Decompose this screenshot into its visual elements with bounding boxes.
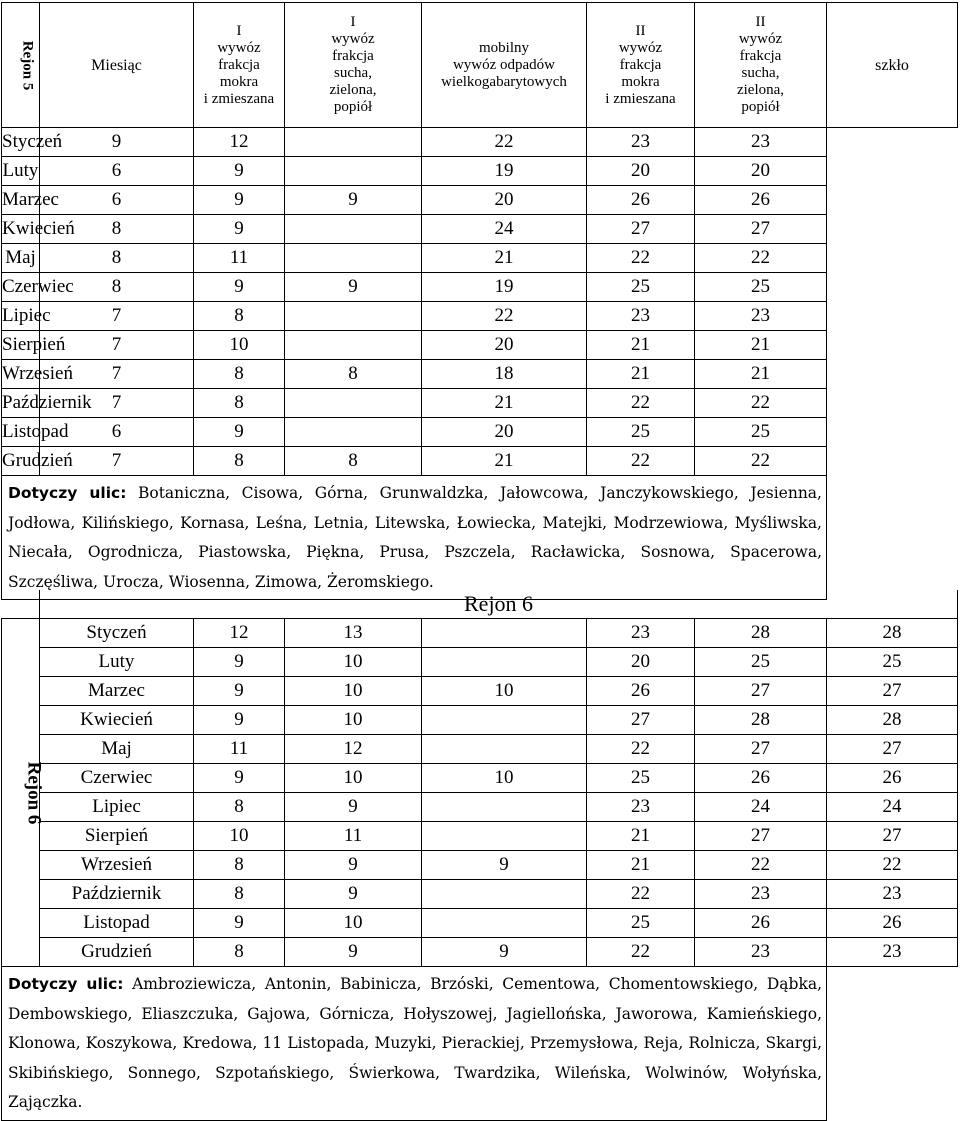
col2-value: 8 (194, 389, 285, 418)
col6-value: 26 (695, 186, 827, 215)
table-row (2, 851, 958, 880)
month: Luty (2, 157, 40, 186)
table-row (2, 909, 958, 938)
col5-value: 23 (695, 938, 827, 967)
col6-value: 23 (695, 302, 827, 331)
col5-value: 27 (587, 215, 695, 244)
col5-value: 26 (695, 764, 827, 793)
month: Sierpień (2, 331, 40, 360)
col6-value: 27 (827, 735, 958, 764)
col1-value: 8 (194, 793, 285, 822)
col1-value: 9 (194, 677, 285, 706)
col1-value: 9 (194, 648, 285, 677)
col2-value: 9 (285, 938, 422, 967)
table-row (2, 273, 958, 302)
header-col5: II wywóz frakcja sucha, zielona, popiół (695, 3, 827, 128)
rejon5-rows (2, 128, 958, 476)
col6-value: 27 (827, 677, 958, 706)
col5-value: 24 (695, 793, 827, 822)
col4-value: 21 (587, 822, 695, 851)
header-row (2, 3, 958, 128)
header-col3: mobilny wywóz odpadów wielkogabarytowych (422, 3, 587, 128)
col4-value: 20 (422, 186, 587, 215)
col3-value: 9 (422, 851, 587, 880)
col5-value: 23 (587, 302, 695, 331)
col4-value: 24 (422, 215, 587, 244)
col4-value: 19 (422, 273, 587, 302)
col5-value: 20 (587, 157, 695, 186)
col4-value: 22 (587, 735, 695, 764)
col5-value: 25 (695, 648, 827, 677)
col3-value (285, 389, 422, 418)
col1-value: 8 (40, 215, 194, 244)
col2-value: 9 (194, 418, 285, 447)
rejon5-streets-row (2, 476, 958, 600)
col5-value: 22 (587, 389, 695, 418)
rejon5-streets (2, 476, 827, 600)
col6-value: 22 (695, 244, 827, 273)
month: Lipiec (40, 793, 194, 822)
col2-value: 10 (285, 764, 422, 793)
month: Marzec (2, 186, 40, 215)
col6-value: 22 (695, 447, 827, 476)
col4-value: 18 (422, 360, 587, 389)
header-month: Miesiąc (40, 3, 194, 128)
col3-value (422, 793, 587, 822)
rejon6-heading: Rejon 6 (40, 590, 958, 619)
col4-value: 25 (587, 764, 695, 793)
col4-value: 21 (422, 389, 587, 418)
col2-value: 9 (194, 186, 285, 215)
col5-value: 27 (695, 677, 827, 706)
col5-value: 26 (587, 186, 695, 215)
col4-value: 20 (587, 648, 695, 677)
month: Styczeń (40, 619, 194, 648)
col4-value: 26 (587, 677, 695, 706)
month: Czerwiec (40, 764, 194, 793)
header-col6: szkło (827, 3, 958, 128)
col3-value (285, 215, 422, 244)
month: Maj (40, 735, 194, 764)
table-row (2, 302, 958, 331)
table-row (2, 677, 958, 706)
col1-value: 12 (194, 619, 285, 648)
col2-value: 9 (194, 215, 285, 244)
col1-value: 9 (194, 764, 285, 793)
col4-value: 19 (422, 157, 587, 186)
col3-value: 9 (285, 186, 422, 215)
col6-value: 24 (827, 793, 958, 822)
col3-value (422, 735, 587, 764)
col4-value: 21 (422, 244, 587, 273)
col4-value: 22 (422, 302, 587, 331)
col1-value: 7 (40, 389, 194, 418)
col5-value: 22 (587, 244, 695, 273)
month: Grudzień (40, 938, 194, 967)
month: Maj (2, 244, 40, 273)
col6-value: 21 (695, 331, 827, 360)
col4-value: 22 (587, 880, 695, 909)
col3-value (422, 706, 587, 735)
col3-value (285, 128, 422, 157)
rejon6-side-label: Rejon 6 (2, 619, 40, 967)
col2-value: 10 (285, 706, 422, 735)
rejon5-schedule-table (1, 2, 958, 600)
col3-value (422, 880, 587, 909)
table-row (2, 128, 958, 157)
col4-value: 22 (422, 128, 587, 157)
col5-value: 25 (587, 273, 695, 302)
col5-value: 23 (587, 128, 695, 157)
month: Październik (40, 880, 194, 909)
col2-value: 10 (285, 648, 422, 677)
month: Styczeń (2, 128, 40, 157)
col6-value: 23 (695, 128, 827, 157)
col2-value: 12 (194, 128, 285, 157)
month: Listopad (2, 418, 40, 447)
month: Kwiecień (40, 706, 194, 735)
table-row (2, 648, 958, 677)
table-row (2, 331, 958, 360)
col3-value (285, 331, 422, 360)
col1-value: 9 (194, 706, 285, 735)
col4-value: 23 (587, 619, 695, 648)
header-col1: I wywóz frakcja mokra i zmieszana (194, 3, 285, 128)
col3-value: 10 (422, 764, 587, 793)
table-row (2, 186, 958, 215)
col5-value: 21 (587, 360, 695, 389)
col6-value: 25 (695, 418, 827, 447)
header-col2: I wywóz frakcja sucha, zielona, popiół (285, 3, 422, 128)
col4-value: 20 (422, 418, 587, 447)
col6-value: 27 (827, 822, 958, 851)
col3-value (422, 619, 587, 648)
col1-value: 6 (40, 157, 194, 186)
rejon6-streets-row (2, 967, 958, 1121)
col3-value (285, 302, 422, 331)
col2-value: 9 (285, 851, 422, 880)
table-row (2, 822, 958, 851)
col1-value: 8 (40, 273, 194, 302)
col1-value: 6 (40, 418, 194, 447)
streets-list: Botaniczna, Cisowa, Górna, Grunwaldzka, Jałowcowa, Janczykowskiego, Jesienna, Jodłowa, Kilińskiego, Kornasa, Leśna, Letnia, Litewska, Łowiecka, Matejki, Modrzewiowa, Myśliwska, Niecała, Ogrodnicza, Piastowska, Piękna, Prusa, Pszczela, Racławicka, Sosnowa, Spacerowa, Szczęśliwa, Urocza, Wiosenna, Zimowa, Żeromskiego. (8, 484, 822, 591)
col1-value: 6 (40, 186, 194, 215)
col2-value: 13 (285, 619, 422, 648)
rejon5-side-label: Rejon 5 (2, 3, 40, 128)
col3-value: 9 (285, 273, 422, 302)
col1-value: 9 (40, 128, 194, 157)
table-row (2, 619, 958, 648)
month: Marzec (40, 677, 194, 706)
table-row (2, 706, 958, 735)
col4-value: 27 (587, 706, 695, 735)
col4-value: 25 (587, 909, 695, 938)
col1-value: 8 (194, 851, 285, 880)
col5-value: 27 (695, 822, 827, 851)
col5-value: 22 (695, 851, 827, 880)
col6-value: 26 (827, 909, 958, 938)
col5-value: 25 (587, 418, 695, 447)
rejon6-heading-row (2, 590, 958, 619)
table-row (2, 880, 958, 909)
col6-value: 25 (827, 648, 958, 677)
col1-value: 8 (40, 244, 194, 273)
col4-value: 21 (587, 851, 695, 880)
table-row (2, 215, 958, 244)
col6-value: 22 (827, 851, 958, 880)
col5-value: 28 (695, 619, 827, 648)
month: Luty (40, 648, 194, 677)
col3-value (285, 157, 422, 186)
table-row (2, 157, 958, 186)
table-row (2, 793, 958, 822)
month: Listopad (40, 909, 194, 938)
month: Grudzień (2, 447, 40, 476)
rejon6-schedule-table (1, 590, 958, 1121)
col6-value: 26 (827, 764, 958, 793)
col2-value: 9 (194, 273, 285, 302)
col3-value (422, 909, 587, 938)
col1-value: 7 (40, 447, 194, 476)
table-row (2, 418, 958, 447)
month: Wrzesień (2, 360, 40, 389)
table-row (2, 389, 958, 418)
month: Sierpień (40, 822, 194, 851)
month: Kwiecień (2, 215, 40, 244)
table-row (2, 764, 958, 793)
table-row (2, 447, 958, 476)
col1-value: 7 (40, 360, 194, 389)
col6-value: 25 (695, 273, 827, 302)
col2-value: 10 (285, 677, 422, 706)
month: Wrzesień (40, 851, 194, 880)
col4-value: 23 (587, 793, 695, 822)
col1-value: 10 (194, 822, 285, 851)
col6-value: 22 (695, 389, 827, 418)
col5-value: 28 (695, 706, 827, 735)
col1-value: 7 (40, 302, 194, 331)
col2-value: 12 (285, 735, 422, 764)
col2-value: 10 (285, 909, 422, 938)
col5-value: 22 (587, 447, 695, 476)
col6-value: 23 (827, 938, 958, 967)
col2-value: 9 (285, 793, 422, 822)
col3-value (422, 648, 587, 677)
table-row (2, 938, 958, 967)
col1-value: 9 (194, 909, 285, 938)
month: Czerwiec (2, 273, 40, 302)
col2-value: 8 (194, 447, 285, 476)
col1-value: 11 (194, 735, 285, 764)
col6-value: 20 (695, 157, 827, 186)
col4-value: 22 (587, 938, 695, 967)
col3-value: 10 (422, 677, 587, 706)
col2-value: 8 (194, 360, 285, 389)
col3-value (285, 418, 422, 447)
col3-value: 8 (285, 447, 422, 476)
table-row (2, 244, 958, 273)
rejon6-streets (2, 967, 827, 1121)
col6-value: 28 (827, 619, 958, 648)
col1-value: 8 (194, 880, 285, 909)
col2-value: 8 (194, 302, 285, 331)
month: Październik (2, 389, 40, 418)
col5-value: 23 (695, 880, 827, 909)
col2-value: 11 (194, 244, 285, 273)
col6-value: 21 (695, 360, 827, 389)
col6-value: 23 (827, 880, 958, 909)
col4-value: 20 (422, 331, 587, 360)
col1-value: 7 (40, 331, 194, 360)
col2-value: 9 (285, 880, 422, 909)
streets-label: Dotyczy ulic: (8, 975, 124, 993)
col2-value: 11 (285, 822, 422, 851)
table-row (2, 360, 958, 389)
col5-value: 26 (695, 909, 827, 938)
header-col4: II wywóz frakcja mokra i zmieszana (587, 3, 695, 128)
col3-value (285, 244, 422, 273)
col3-value (422, 822, 587, 851)
table-row (2, 735, 958, 764)
col4-value: 21 (422, 447, 587, 476)
col1-value: 8 (194, 938, 285, 967)
month: Lipiec (2, 302, 40, 331)
col6-value: 27 (695, 215, 827, 244)
col5-value: 21 (587, 331, 695, 360)
col3-value: 9 (422, 938, 587, 967)
streets-list: Ambroziewicza, Antonin, Babinicza, Brzóski, Cementowa, Chomentowskiego, Dąbka, Dembowskiego, Eliaszczuka, Gajowa, Górnicza, Hołyszowej, Jagiellońska, Jaworowa, Kamieńskiego, Klonowa, Koszykowa, Kredowa, 11 Listopada, Muzyki, Pierackiej, Przemysłowa, Reja, Rolnicza, Skargi, Skibińskiego, Sonnego, Szpotańskiego, Świerkowa, Twardzika, Wileńska, Wolwinów, Wołyńska, Zajączka. (8, 975, 823, 1111)
rejon6-rows (2, 619, 958, 967)
col2-value: 10 (194, 331, 285, 360)
col6-value: 28 (827, 706, 958, 735)
streets-label: Dotyczy ulic: (8, 484, 127, 502)
col2-value: 9 (194, 157, 285, 186)
col3-value: 8 (285, 360, 422, 389)
col5-value: 27 (695, 735, 827, 764)
